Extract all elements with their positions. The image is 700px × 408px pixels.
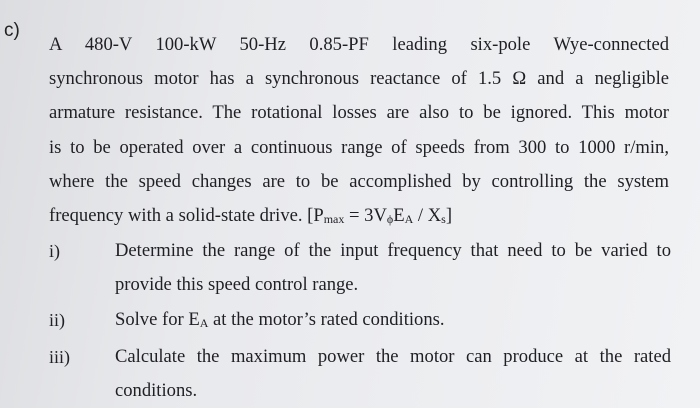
part-suffix: at the motor’s rated conditions. <box>208 309 445 330</box>
part-text <box>115 340 671 408</box>
part-ii <box>49 304 669 339</box>
formula-ea: E <box>393 205 405 227</box>
part-number: ii) <box>49 310 65 330</box>
parts-list <box>49 234 669 408</box>
part-iii <box>49 340 669 408</box>
problem-line-2: synchronous motor has a synchronous reactance of 1.5 Ω and a negligible <box>49 68 669 90</box>
formula-divide: / X <box>413 205 442 227</box>
part-number: iii) <box>49 347 70 367</box>
formula-s-subscript: s <box>441 212 446 227</box>
problem-statement <box>49 28 679 236</box>
part-line: provide this speed control range. <box>115 274 359 295</box>
part-prefix: Solve for E <box>115 309 200 330</box>
formula-phi-subscript: ϕ <box>386 212 394 227</box>
problem-line-1: A 480-V 100-kW 50-Hz 0.85-PF leading six-pole Wye-connected <box>49 34 669 55</box>
formula-prefix: frequency with a solid-state drive. [P <box>49 205 324 227</box>
formula-close: ] <box>445 205 453 227</box>
problem-line-4: is to be operated over a continuous range of speeds from 300 to 1000 r/min, <box>49 136 669 158</box>
problem-line-3: armature resistance. The rotational losses are also to be ignored. This motor <box>49 102 669 124</box>
part-line: conditions. <box>115 380 198 401</box>
part-text <box>115 234 671 302</box>
part-number: i) <box>49 241 60 261</box>
problem-line-5: where the speed changes are to be accomplished by controlling the system <box>49 170 669 192</box>
part-line: Determine the range of the input frequency that need to be varied to <box>115 240 671 261</box>
part-line: Calculate the maximum power the motor can produce at the rated <box>115 346 671 367</box>
formula-equals: = 3V <box>344 205 387 227</box>
formula-a-subscript: A <box>404 212 414 227</box>
formula-pmax-subscript: max <box>323 212 345 227</box>
part-line <box>115 304 671 339</box>
part-i <box>49 234 669 302</box>
problem-line-6-formula <box>49 199 679 236</box>
ea-subscript: A <box>199 316 209 330</box>
part-text <box>115 304 671 339</box>
question-label: c) <box>4 20 20 41</box>
